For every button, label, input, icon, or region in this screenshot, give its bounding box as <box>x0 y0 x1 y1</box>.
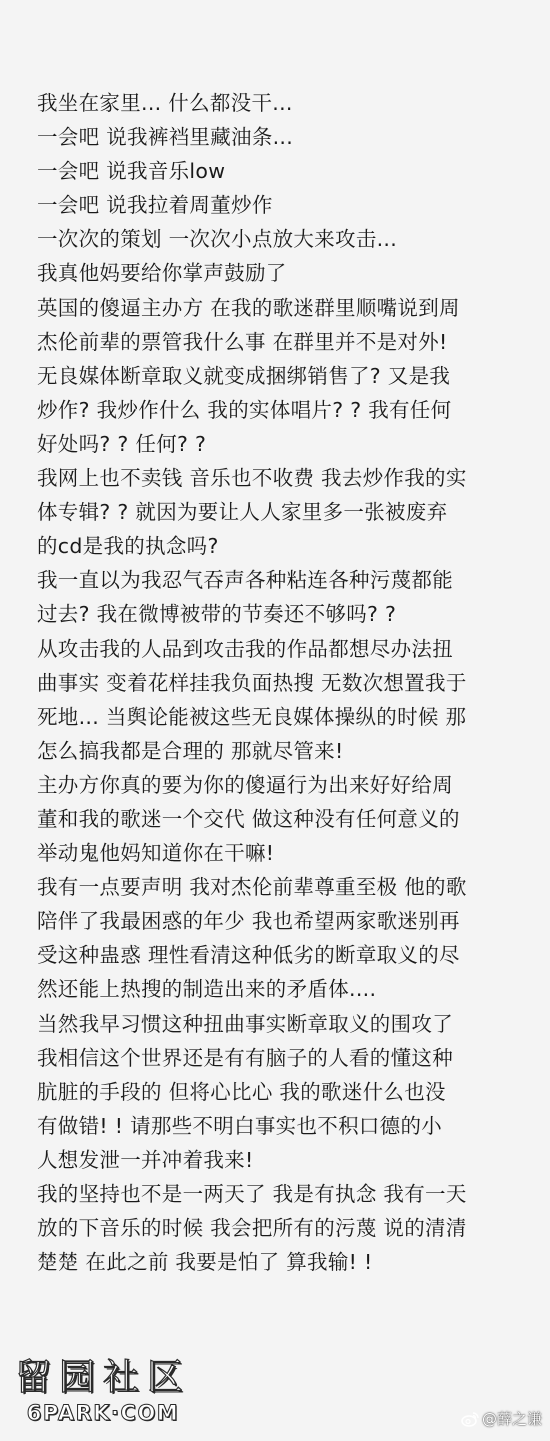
post-line: 当然我早习惯这种扭曲事实断章取义的围攻了 <box>37 1011 453 1036</box>
post-line: 无良媒体断章取义就变成捆绑销售了? 又是我 <box>37 363 451 388</box>
post-line: 我一直以为我忍气吞声各种粘连各种污蔑都能 <box>37 568 453 593</box>
post-line: 怎么搞我都是合理的 那就尽管来! <box>37 738 344 763</box>
post-line: 人想发泄一并冲着我来! <box>37 1147 254 1172</box>
post-line: 一次次的策划 一次次小点放大来攻击... <box>37 227 398 252</box>
post-line: 杰伦前辈的票管我什么事 在群里并不是对外! <box>37 329 448 354</box>
weibo-handle: @薛之谦 <box>481 1410 542 1428</box>
post-line: 然还能上热搜的制造出来的矛盾体.... <box>37 977 377 1002</box>
post-line: 有做错! ! 请那些不明白事实也不积口德的小 <box>37 1113 443 1138</box>
post-line: 体专辑? ? 就因为要让人人家里多一张被废弃 <box>37 500 448 525</box>
post-line: 受这种蛊惑 理性看清这种低劣的断章取义的尽 <box>37 943 460 968</box>
post-line: 楚楚 在此之前 我要是怕了 算我输! ! <box>37 1250 373 1275</box>
post-line: 我的坚持也不是一两天了 我是有执念 我有一天 <box>37 1182 467 1206</box>
post-line: 从攻击我的人品到攻击我的作品都想尽办法扭 <box>37 636 453 661</box>
post-line: 我真他妈要给你掌声鼓励了 <box>37 261 287 286</box>
post-line: 炒作? 我炒作什么 我的实体唱片? ? 我有任何 <box>37 397 452 422</box>
post-line: 过去? 我在微博被带的节奏还不够吗? ? <box>37 602 397 627</box>
post-line: 英国的傻逼主办方 在我的歌迷群里顺嘴说到周 <box>37 295 460 320</box>
post-line: 举动鬼他妈知道你在干嘛! <box>37 841 275 866</box>
post-line: 我有一点要声明 我对杰伦前辈尊重至极 他的歌 <box>37 875 467 900</box>
post-line: 我坐在家里... 什么都没干... <box>37 91 293 115</box>
post-line: 曲事实 变着花样挂我负面热搜 无数次想置我于 <box>37 670 467 695</box>
post-line: 主办方你真的要为你的傻逼行为出来好好给周 <box>37 772 453 797</box>
post-line: 我网上也不卖钱 音乐也不收费 我去炒作我的实 <box>37 466 467 491</box>
post-line: 放的下音乐的时候 我会把所有的污蔑 说的清清 <box>37 1216 467 1241</box>
post-line: 我相信这个世界还是有有脑子的人看的懂这种 <box>37 1045 453 1070</box>
post-line: 陪伴了我最困惑的年少 我也希望两家歌迷别再 <box>37 909 460 934</box>
watermark-site-name: 留园社区 <box>14 1357 191 1398</box>
post-line: 肮脏的手段的 但将心比心 我的歌迷什么也没 <box>37 1079 446 1104</box>
post-line: 一会吧 说我音乐low <box>37 159 226 184</box>
weibo-watermark <box>461 1408 542 1429</box>
post-body <box>37 86 517 1279</box>
post-line: 死地... 当舆论能被这些无良媒体操纵的时候 那 <box>37 704 467 729</box>
post-line: 一会吧 说我拉着周董炒作 <box>37 193 273 218</box>
post-line: 董和我的歌迷一个交代 做这种没有任何意义的 <box>37 806 460 831</box>
post-line: 一会吧 说我裤裆里藏油条... <box>37 125 294 150</box>
post-line: 的cd是我的执念吗? <box>37 534 219 559</box>
watermark-site-domain: 6PARK·COM <box>26 1401 180 1425</box>
post-line: 好处吗? ? 任何? ? <box>37 431 207 456</box>
weibo-icon <box>461 1411 479 1427</box>
